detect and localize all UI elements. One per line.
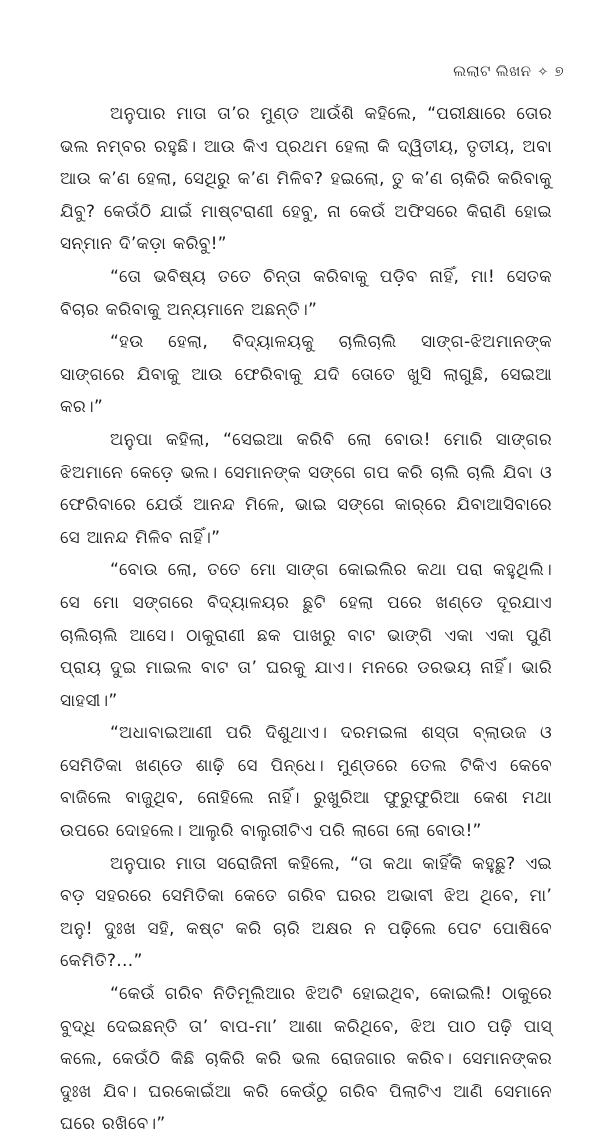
paragraph: “ଅଧାବାଇଆଣୀ ପରି ଦିଶୁଥାଏ। ଦରମଇଳା ଶସ୍ତା ବ୍ଲାଉଜ ଓ ସେମିତିକା ଖଣ୍ଡେ ଶାଢ଼ି ସେ ପିନ୍ଧେ। ମୁଣ୍ଡରେ ତେଲ ଟିକିଏ କେବେ ବାଜିଲେ ବାଜୁଥିବ, ନୋହିଲେ ନାହିଁ। ରୁଖୁରିଆ ଫୁରୁଫୁରିଆ କେଶ ମଥା ଉପରେ ଦୋହଲେ। ଆଲୁରି ବାଲୁରୀଟିଏ ପରି ଲାଗେ ଲୋ ବୋଉ!” xyxy=(60,723,552,842)
running-header xyxy=(453,62,564,80)
paragraph: “ହଉ ହେଲା, ବିଦ୍ୟାଳୟକୁ ଚାଲିଚାଲି ସାଙ୍ଗ-ଝିଅମାନଙ୍କ ସାଙ୍ଗରେ ଯିବାକୁ ଆଉ ଫେରିବାକୁ ଯଦି ତୋତେ ଖୁସି ଲାଗୁଛି, ସେଇଆ କର।” xyxy=(60,332,552,418)
paragraph: “ତୋ ଭବିଷ୍ୟ ତତେ ଚିନ୍ତା କରିବାକୁ ପଡ଼ିବ ନାହିଁ, ମା! ସେତକ ବିଚାର କରିବାକୁ ଅନ୍ୟମାନେ ଅଛନ୍ତି।” xyxy=(60,266,552,320)
book-title: ଲଲାଟ ଲିଖନ xyxy=(453,62,532,80)
paragraph: ଅନୁପା କହିଲା, “ସେଇଆ କରିବି ଲୋ ବୋଉ! ମୋରି ସାଙ୍ଗର ଝିଅମାନେ କେଡ଼େ ଭଲ। ସେମାନଙ୍କ ସଙ୍ଗେ ଗପ କରି ଚାଲି ଚାଲି ଯିବା ଓ ଫେରିବାରେ ଯେଉଁ ଆନନ୍ଦ ମିଳେ, ଭାଇ ସଙ୍ଗେ କାର୍‌ରେ ଯିବାଆସିବାରେ ସେ ଆନନ୍ଦ ମିଳିବ ନାହିଁ।” xyxy=(60,429,552,548)
paragraph: “ବୋଉ ଲୋ, ତତେ ମୋ ସାଙ୍ଗ କୋଇଲିର କଥା ପରା କହୁଥିଲି। ସେ ମୋ ସଙ୍ଗରେ ବିଦ୍ୟାଳୟର ଛୁଟି ହେଲା ପରେ ଖଣ୍ଡେ ଦୂରଯାଏ ଚାଲିଚାଲି ଆସେ। ଠାକୁରାଣୀ ଛକ ପାଖରୁ ବାଟ ଭାଙ୍ଗି ଏକା ଏକା ପୁଣି ପ୍ରାୟ ଦୁଇ ମାଇଲ ବାଟ ତା’ ଘରକୁ ଯାଏ। ମନରେ ଡରଭୟ ନାହିଁ। ଭାରି ସାହସୀ।” xyxy=(60,560,552,711)
paragraph: ଅନୁପାର ମାତା ସରୋଜିନୀ କହିଲେ, “ତା କଥା କାହିଁକି କହୁଛୁ? ଏଇ ବଡ଼ ସହରରେ ସେମିତିକା କେତେ ଗରିବ ଘରର ଅଭାବୀ ଝିଅ ଥିବେ, ମା’ ଅନୁ! ଦୁଃଖ ସହି, କଷ୍ଟ କରି ଚାରି ଅକ୍ଷର ନ ପଢ଼ିଲେ ପେଟ ପୋଷିବେ କେମିତି?…” xyxy=(60,853,552,972)
paragraph: ଅନୁପାର ମାତା ତା’ର ମୁଣ୍ଡ ଆଉଁଶି କହିଲେ, “ପରୀକ୍ଷାରେ ତୋର ଭଲ ନମ୍ବର ରହୁଛି। ଆଉ କିଏ ପ୍ରଥମ ହେଲା କି ଦ୍ୱିତୀୟ, ତୃତୀୟ, ଅବା ଆଉ କ’ଣ ହେଲା, ସେଥିରୁ କ’ଣ ମିଳିବ? ହଇଲୋ, ତୁ କ’ଣ ଚାକିରି କରିବାକୁ ଯିବୁ? କେଉଁଠି ଯାଇଁ ମାଷ୍ଟରାଣୀ ହେବୁ, ନା କେଉଁ ଅଫିସରେ କିରାଣି ହୋଇ ସନ୍‌ମାନ ଦି’କଡ଼ା କରିବୁ!” xyxy=(60,104,552,255)
ornament-separator: ✧ xyxy=(537,65,549,80)
paragraph: “କେଉଁ ଗରିବ ନିତିମୂଲିଆର ଝିଅଟି ହୋଇଥିବ, କୋଇଲି! ଠାକୁରେ ବୁଦ୍ଧି ଦେଇଛନ୍ତି ତା’ ବାପ-ମା’ ଆଶା କରିଥିବେ, ଝିଅ ପାଠ ପଢ଼ି ପାସ୍ କଲେ, କେଉଁଠି କିଛି ଚାକିରି କରି ଭଲ ରୋଜଗାର କରିବ। ସେମାନଙ୍କର ଦୁଃଖ ଯିବ। ଘରକୋଇଁଆ କରି କେଉଁଠୁ ଗରିବ ପିଲାଟିଏ ଆଣି ସେମାନେ ଘରେ ରଖିବେ।” xyxy=(60,984,552,1135)
body-text xyxy=(60,98,552,1141)
page-number: ୭ xyxy=(554,62,564,80)
